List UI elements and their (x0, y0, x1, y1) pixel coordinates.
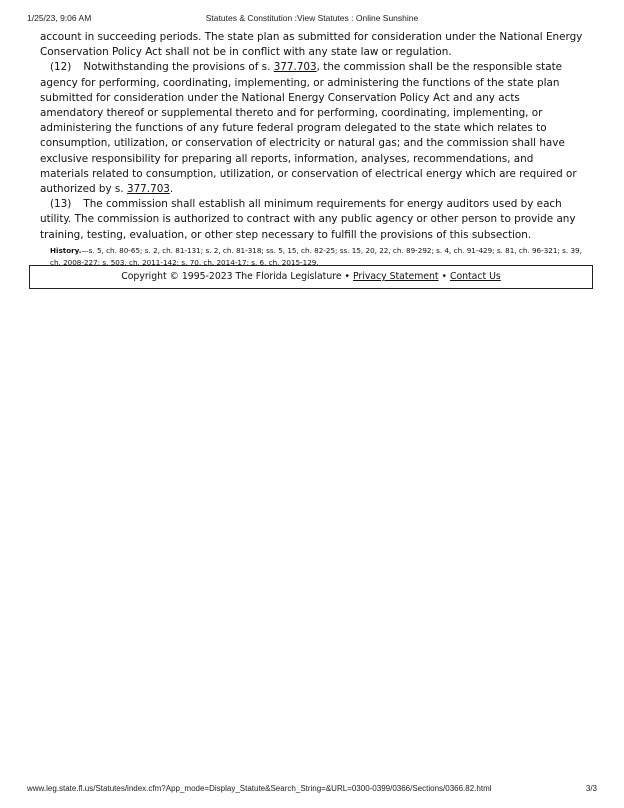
contact-us-link[interactable]: Contact Us (449, 271, 501, 282)
history-label: History. (50, 245, 82, 255)
history-text: s. 5, ch. 80-65; s. 2, ch. 81-131; s. 2, ch. 81-318; ss. 5, 15, ch. 82-25; ss. 15, 20, 22, ch. 89-292; s. 4, ch. 91-429; s. 81, ch. 96-321; s. 39, ch. 2008-227; s. 503, ch. 2011-142; s. 70, ch. 2014-17; s. 6, ch. 2015-129. (50, 245, 582, 268)
footer-bullet: • (441, 271, 447, 282)
privacy-statement-link[interactable]: Privacy Statement (352, 271, 439, 282)
subsection-number: (12) (50, 61, 72, 74)
subsection-text: , the commission shall be the responsible state agency for performing, coordinating, implementing, or administering the functions of the state plan submitted for consideration under the National Energy Conservation Policy Act and any acts amendatory thereof or supplemental thereto and for performing, coordinating, implementing, or administering the functions of any future federal program delegated to the state which relates to consumption, utilization, or conservation of electricity or natural gas; and the commission shall have exclusive responsibility for preparing all reports, information, analyses, recommendations, and materials related to consumption, utilization, or conservation of electrical energy which are required or authorized by s. (40, 61, 577, 196)
footer-bullet: • (344, 271, 351, 282)
print-header (27, 13, 597, 25)
statute-link-377-703[interactable]: 377.703 (126, 183, 170, 196)
print-url: www.leg.state.fl.us/Statutes/index.cfm?App_mode=Display_Statute&Search_String=&URL=0300-0399/0366/Sections/0366.82.html (27, 784, 492, 793)
print-datetime: 1/25/23, 9:06 AM (27, 13, 92, 23)
site-footer (29, 265, 593, 289)
subsection-13 (40, 197, 585, 243)
subsection-12 (40, 60, 585, 197)
subsection-text: Notwithstanding the provisions of s. (83, 61, 274, 74)
subsection-text: . (169, 183, 174, 196)
print-footer (27, 784, 597, 796)
subsection-text: The commission shall establish all minimum requirements for energy auditors used by each utility. The commission is authorized to contract with any public agency or other person to provide any training, testing, evaluation, or other step necessary to fulfill the provisions of this subsection. (40, 198, 576, 241)
print-page-number: 3/3 (585, 784, 597, 793)
statute-text (40, 30, 585, 270)
history-dash: — (81, 245, 89, 255)
statute-link-377-703[interactable]: 377.703 (273, 61, 317, 74)
copyright-text: Copyright © 1995-2023 The Florida Legislature (121, 271, 342, 282)
continuation-paragraph: account in succeeding periods. The state plan as submitted for consideration under the National Energy Conservation Policy Act shall not be in conflict with any state law or regulation. (40, 31, 583, 59)
subsection-number: (13) (50, 198, 72, 211)
print-page-title: Statutes & Constitution :View Statutes : Online Sunshine (205, 13, 419, 23)
